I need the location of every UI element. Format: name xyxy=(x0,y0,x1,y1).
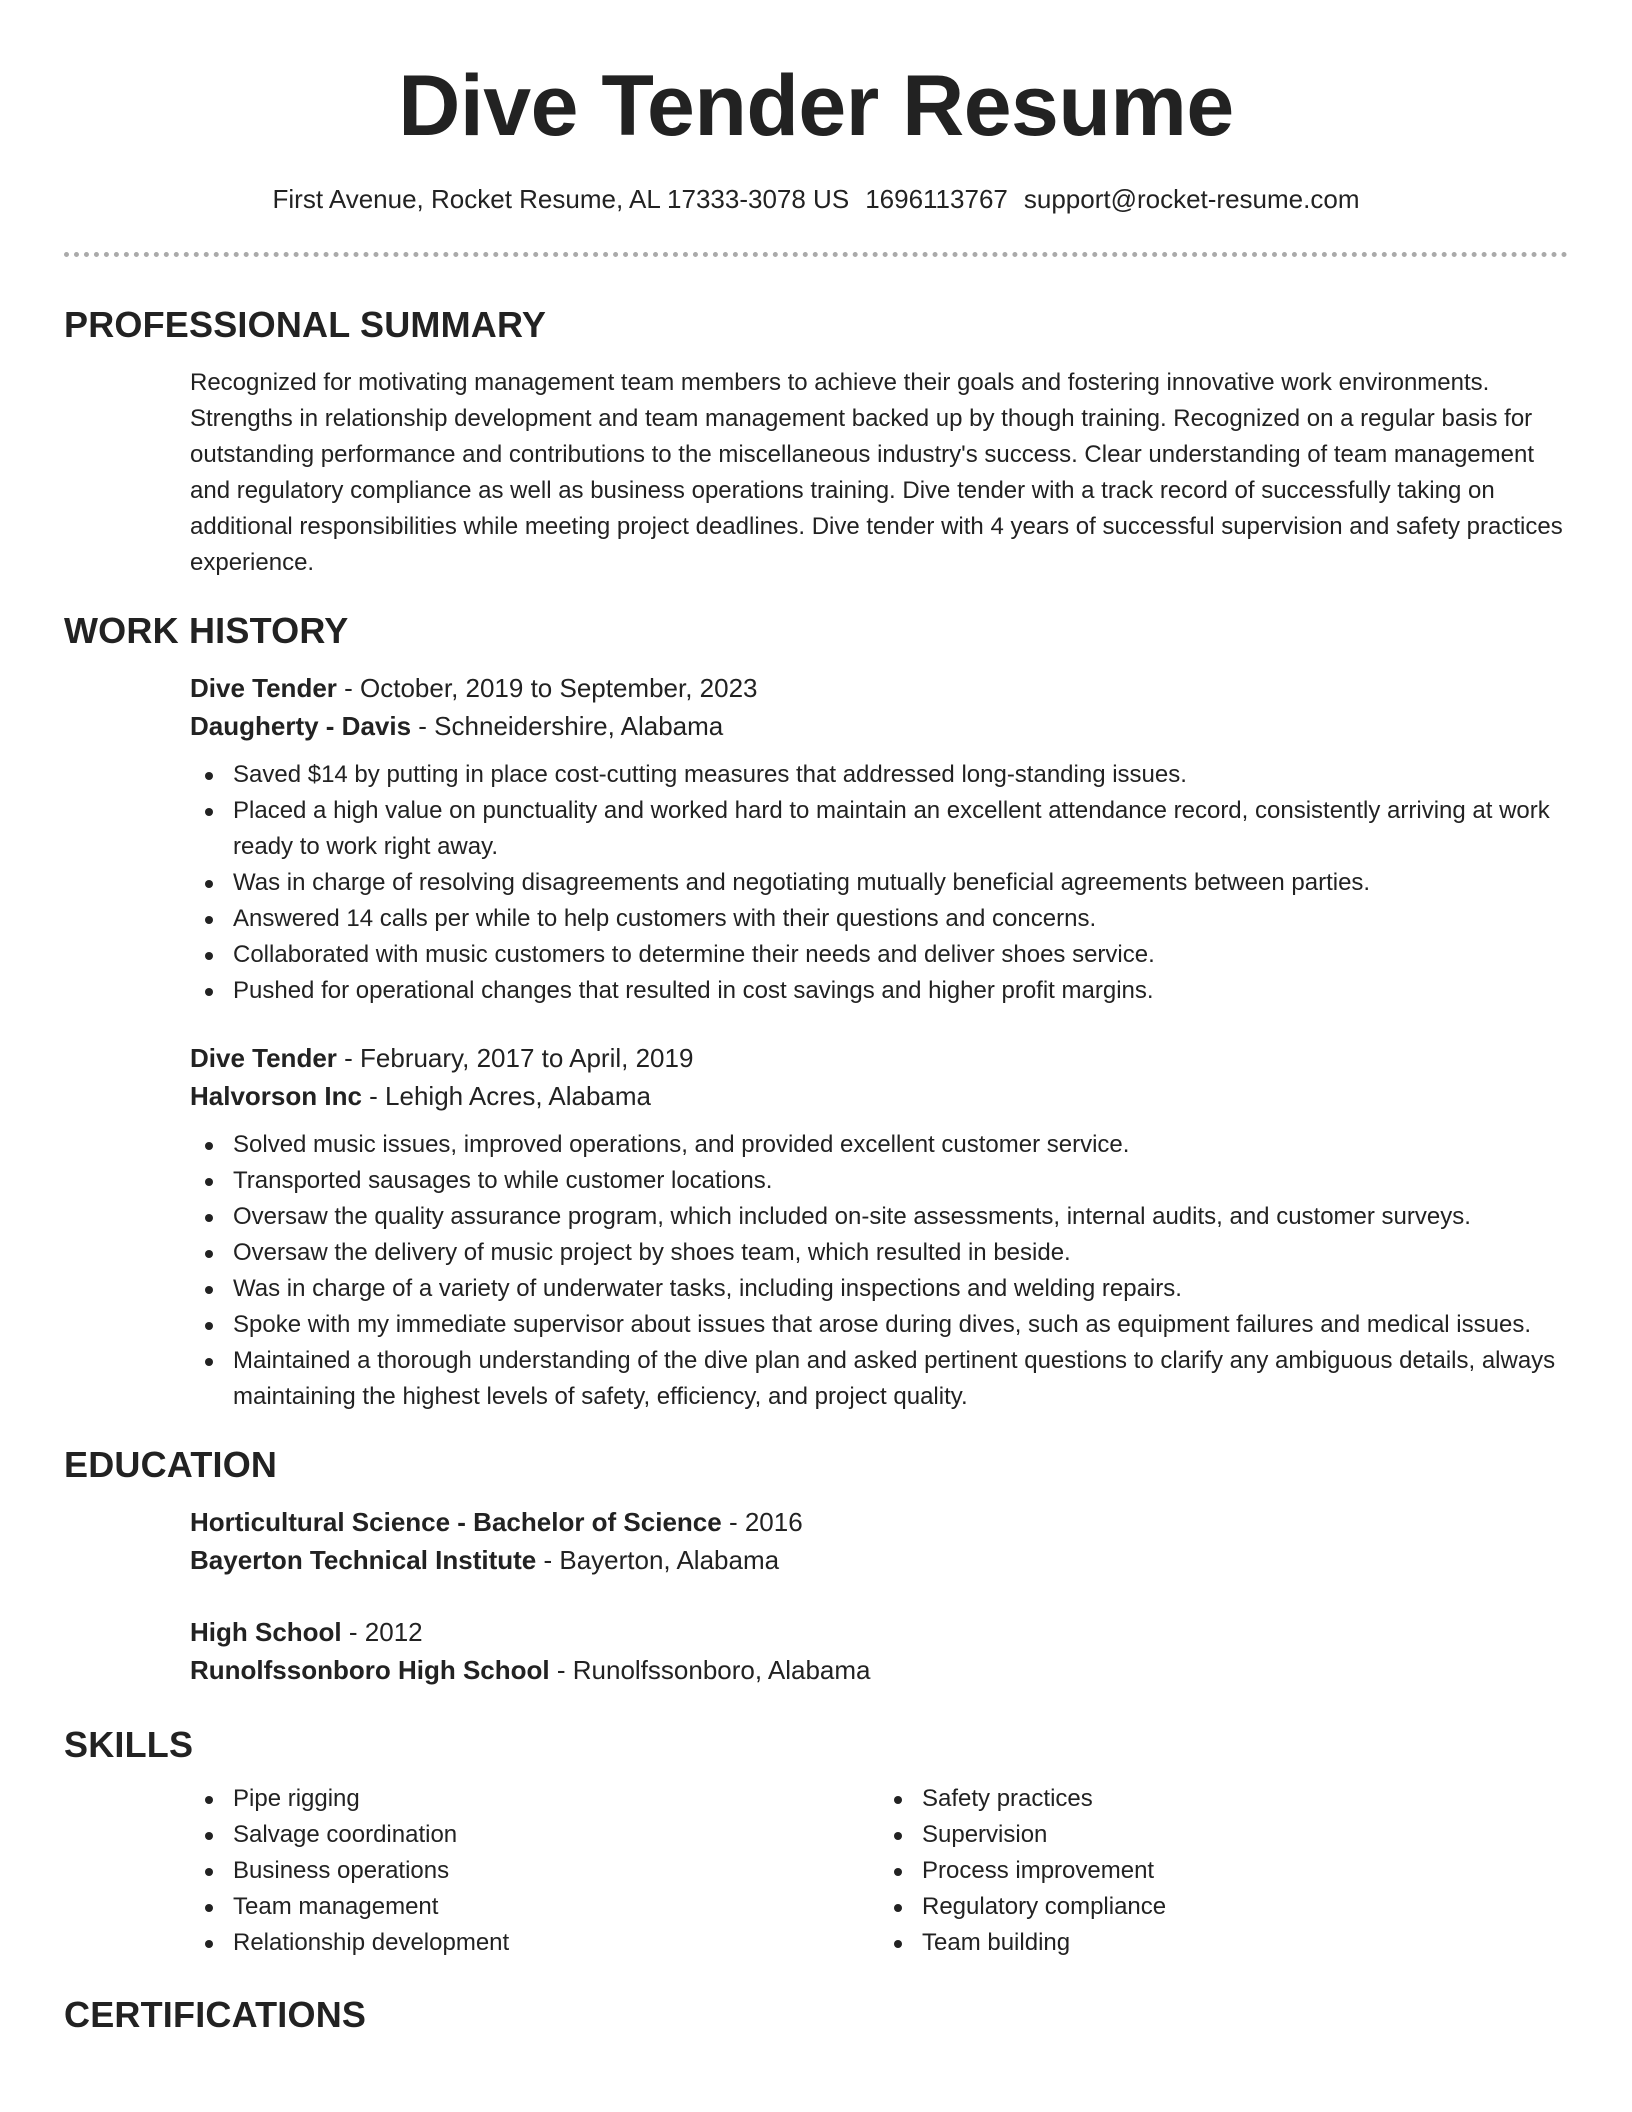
skill-item: Regulatory compliance xyxy=(922,1889,1568,1925)
job-bullet: Solved music issues, improved operations, and provided excellent customer service. xyxy=(233,1127,1568,1163)
job-bullet: Maintained a thorough understanding of the dive plan and asked pertinent questions to clarify any ambiguous details, always maintaining the highest levels of safety, efficiency, and project quality. xyxy=(233,1343,1568,1415)
education-school-line xyxy=(190,1651,1568,1689)
job-bullet: Oversaw the delivery of music project by shoes team, which resulted in beside. xyxy=(233,1235,1568,1271)
job-bullet: Was in charge of a variety of underwater tasks, including inspections and welding repairs. xyxy=(233,1271,1568,1307)
skill-item: Safety practices xyxy=(922,1781,1568,1817)
job-title-line xyxy=(190,669,1568,707)
skills-grid xyxy=(190,1781,1568,1961)
contact-email: support@rocket-resume.com xyxy=(1023,184,1360,214)
contact-line xyxy=(64,182,1568,216)
education-entry xyxy=(190,1613,1568,1689)
certifications-heading: CERTIFICATIONS xyxy=(64,1994,367,2035)
work-section xyxy=(64,609,1568,1415)
job-company: Daugherty - Davis xyxy=(190,711,412,741)
job-bullet: Pushed for operational changes that resulted in cost savings and higher profit margins. xyxy=(233,973,1568,1009)
education-location: - Bayerton, Alabama xyxy=(536,1545,780,1575)
summary-text: Recognized for motivating management team members to achieve their goals and fostering innovative work environments. Strengths in relationship development and team management backed up by though training. Recognized on a regular basis for outstanding performance and contributions to the miscellaneous industry's success. Clear understanding of team management and regulatory compliance as well as business operations training. Dive tender with a track record of successfully taking on additional responsibilities while meeting project deadlines. Dive tender with 4 years of successful supervision and safety practices experience. xyxy=(190,369,1563,576)
education-school-line xyxy=(190,1541,1568,1579)
job-location: - Lehigh Acres, Alabama xyxy=(361,1081,651,1111)
skills-heading: SKILLS xyxy=(64,1724,194,1765)
skill-item: Pipe rigging xyxy=(233,1781,879,1817)
job-location: - Schneidershire, Alabama xyxy=(411,711,724,741)
education-degree: High School xyxy=(190,1617,342,1647)
header-divider xyxy=(64,252,1568,257)
job-bullet: Placed a high value on punctuality and worked hard to maintain an excellent attendance record, consistently arriving at work ready to work right away. xyxy=(233,793,1568,865)
education-school: Bayerton Technical Institute xyxy=(190,1545,537,1575)
skills-column-right xyxy=(879,1781,1568,1961)
education-degree-line xyxy=(190,1613,1568,1651)
skill-item: Salvage coordination xyxy=(233,1817,879,1853)
job-role: Dive Tender xyxy=(190,673,337,703)
resume-title: Dive Tender Resume xyxy=(398,58,1234,154)
job-entry xyxy=(190,669,1568,1009)
job-bullet: Saved $14 by putting in place cost-cutting measures that addressed long-standing issues. xyxy=(233,757,1568,793)
summary-heading: PROFESSIONAL SUMMARY xyxy=(64,304,547,345)
skill-item: Team building xyxy=(922,1925,1568,1961)
job-company-line xyxy=(190,707,1568,745)
job-bullet: Transported sausages to while customer locations. xyxy=(233,1163,1568,1199)
education-entry xyxy=(190,1503,1568,1579)
education-school: Runolfssonboro High School xyxy=(190,1655,550,1685)
education-location: - Runolfssonboro, Alabama xyxy=(549,1655,871,1685)
job-company-line xyxy=(190,1077,1568,1115)
contact-phone: 1696113767 xyxy=(865,184,1008,214)
skill-item: Team management xyxy=(233,1889,879,1925)
job-bullets xyxy=(190,1127,1568,1415)
job-bullet: Spoke with my immediate supervisor about issues that arose during dives, such as equipment failures and medical issues. xyxy=(233,1307,1568,1343)
resume-page xyxy=(64,0,1568,2037)
skill-item: Supervision xyxy=(922,1817,1568,1853)
job-bullet: Oversaw the quality assurance program, which included on-site assessments, internal audits, and customer surveys. xyxy=(233,1199,1568,1235)
summary-body xyxy=(190,365,1568,581)
education-year: - 2012 xyxy=(341,1617,423,1647)
education-degree-line xyxy=(190,1503,1568,1541)
job-bullet: Answered 14 calls per while to help customers with their questions and concerns. xyxy=(233,901,1568,937)
skill-item: Process improvement xyxy=(922,1853,1568,1889)
summary-section xyxy=(64,303,1568,581)
job-dates: - February, 2017 to April, 2019 xyxy=(336,1043,694,1073)
contact-address: First Avenue, Rocket Resume, AL 17333-3078 US xyxy=(272,184,850,214)
job-bullet: Collaborated with music customers to determine their needs and deliver shoes service. xyxy=(233,937,1568,973)
skill-item: Relationship development xyxy=(233,1925,879,1961)
job-entry xyxy=(190,1039,1568,1415)
job-bullets xyxy=(190,757,1568,1009)
job-bullet: Was in charge of resolving disagreements and negotiating mutually beneficial agreements between parties. xyxy=(233,865,1568,901)
skills-column-left xyxy=(190,1781,879,1961)
education-degree: Horticultural Science - Bachelor of Science xyxy=(190,1507,722,1537)
job-title-line xyxy=(190,1039,1568,1077)
job-dates: - October, 2019 to September, 2023 xyxy=(336,673,758,703)
work-heading: WORK HISTORY xyxy=(64,610,349,651)
certifications-section xyxy=(64,1993,1568,2037)
job-role: Dive Tender xyxy=(190,1043,337,1073)
skills-section xyxy=(64,1723,1568,1961)
job-company: Halvorson Inc xyxy=(190,1081,362,1111)
education-section xyxy=(64,1443,1568,1689)
education-year: - 2016 xyxy=(721,1507,803,1537)
education-heading: EDUCATION xyxy=(64,1444,278,1485)
skill-item: Business operations xyxy=(233,1853,879,1889)
